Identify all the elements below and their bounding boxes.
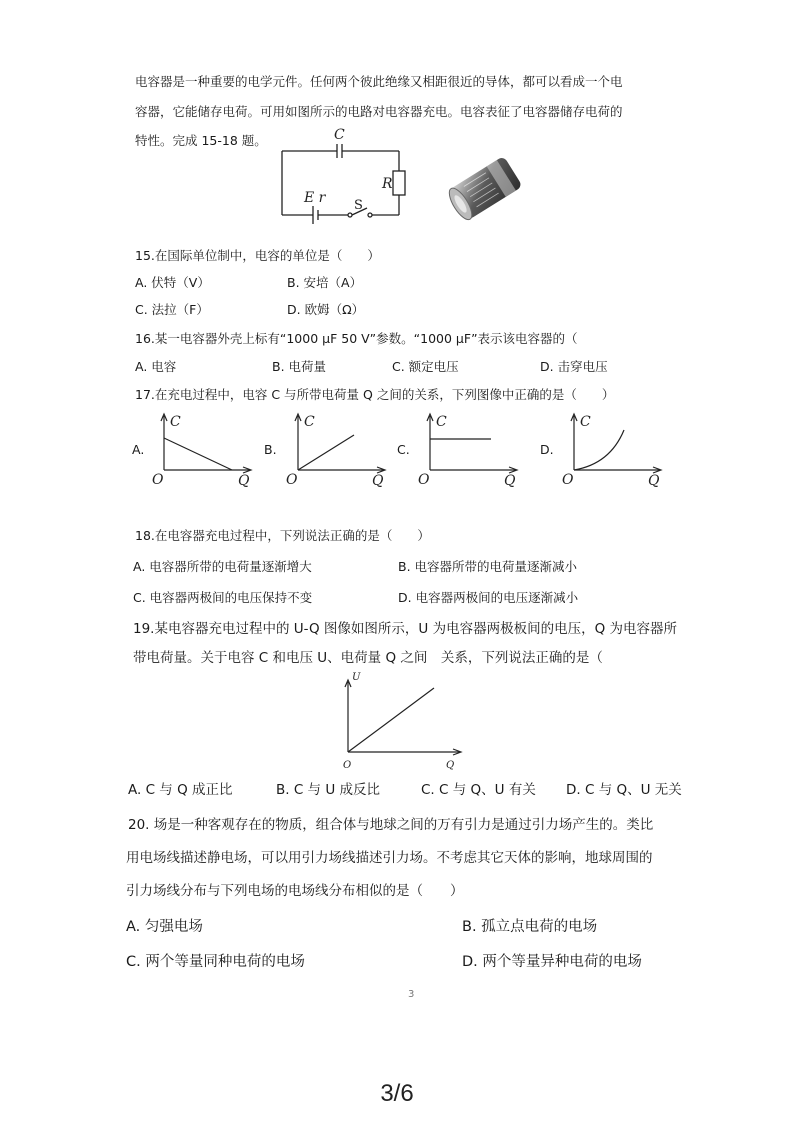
q18-stem: 18.在电容器充电过程中，下列说法正确的是（ ） xyxy=(135,528,430,543)
circuit-diagram xyxy=(270,125,420,225)
q17-graph-b-x-label: Q xyxy=(372,473,384,488)
intro-line-3: 特性。完成 15-18 题。 xyxy=(135,133,267,148)
intro-line-1: 电容器是一种重要的电学元件。任何两个彼此绝缘又相距很近的导体，都可以看成一个电 xyxy=(135,74,623,89)
q19-graph-origin: O xyxy=(343,760,352,771)
q19-option-a: A. C 与 Q 成正比 xyxy=(128,782,233,798)
q15-option-c: C. 法拉（F） xyxy=(135,302,209,317)
q16-option-d: D. 击穿电压 xyxy=(540,359,608,374)
q20-line-1: 20. 场是一种客观存在的物质，组合体与地球之间的万有引力是通过引力场产生的。类比 xyxy=(128,817,654,833)
q18-option-d: D. 电容器两极间的电压逐渐减小 xyxy=(398,590,579,605)
q15-stem: 15.在国际单位制中，电容的单位是（ ） xyxy=(135,248,380,263)
q19-option-b: B. C 与 U 成反比 xyxy=(276,782,381,798)
q17-graph-b-label: B. xyxy=(264,442,277,457)
q19-option-c: C. C 与 Q、U 有关 xyxy=(421,782,536,798)
q17-graph-d-origin: O xyxy=(562,472,574,488)
q17-graph-a xyxy=(150,408,260,488)
q20-line-2: 用电场线描述静电场，可以用引力场线描述引力场。不考虑其它天体的影响，地球周围的 xyxy=(126,850,653,866)
q20-line-3: 引力场线分布与下列电场的电场线分布相似的是（ ） xyxy=(126,883,464,899)
q17-graph-a-y-label: C xyxy=(170,414,181,430)
q20-option-d: D. 两个等量异种电荷的电场 xyxy=(462,954,642,970)
page-indicator: 3/6 xyxy=(380,1080,414,1107)
q18-option-a: A. 电容器所带的电荷量逐渐增大 xyxy=(133,559,312,574)
q20-option-b: B. 孤立点电荷的电场 xyxy=(462,919,598,935)
q18-option-c: C. 电容器两极间的电压保持不变 xyxy=(133,590,313,605)
q19-line-2: 带电荷量。关于电容 C 和电压 U、电荷量 Q 之间 关系，下列说法正确的是（ xyxy=(133,650,603,666)
q16-option-a: A. 电容 xyxy=(135,359,177,374)
q17-graph-b xyxy=(284,408,394,488)
page-mark: 3 xyxy=(408,989,415,1000)
circuit-label-r: R xyxy=(382,176,393,192)
q16-stem: 16.某一电容器外壳上标有“1000 μF 50 V”参数。“1000 μF”表示该电容器的（ xyxy=(135,331,578,346)
q19-graph-y-label: U xyxy=(352,672,361,683)
q15-option-d: D. 欧姆（Ω） xyxy=(287,302,365,317)
q17-graph-a-label: A. xyxy=(132,442,145,457)
circuit-label-s: S xyxy=(354,198,363,213)
q15-option-a: A. 伏特（V） xyxy=(135,275,210,290)
q17-graph-d-label: D. xyxy=(540,442,554,457)
q17-graph-d-x-label: Q xyxy=(648,473,660,488)
intro-line-2: 容器，它能储存电荷。可用如图所示的电路对电容器充电。电容表征了电容器储存电荷的 xyxy=(135,104,623,119)
q20-option-a: A. 匀强电场 xyxy=(126,919,203,935)
q17-graph-c-origin: O xyxy=(418,472,430,488)
q17-graph-c-label: C. xyxy=(397,442,410,457)
q17-graph-a-origin: O xyxy=(152,472,164,488)
q20-option-c: C. 两个等量同种电荷的电场 xyxy=(126,954,305,970)
q17-graph-d xyxy=(560,408,670,488)
q19-graph xyxy=(336,668,470,772)
q16-option-b: B. 电荷量 xyxy=(272,359,327,374)
q17-graph-c xyxy=(416,408,526,488)
circuit-label-c: C xyxy=(334,127,345,143)
circuit-label-er: E r xyxy=(304,190,326,206)
capacitor-image xyxy=(446,148,526,228)
q17-graph-a-x-label: Q xyxy=(238,473,250,488)
q17-graph-c-x-label: Q xyxy=(504,473,516,488)
q19-line-1: 19.某电容器充电过程中的 U-Q 图像如图所示，U 为电容器两极板间的电压，Q 为电容器所 xyxy=(133,621,678,637)
q17-graph-b-origin: O xyxy=(286,472,298,488)
q18-option-b: B. 电容器所带的电荷量逐渐减小 xyxy=(398,559,578,574)
q17-graph-b-y-label: C xyxy=(304,414,315,430)
q19-graph-x-label: Q xyxy=(446,760,455,771)
q17-stem: 17.在充电过程中，电容 C 与所带电荷量 Q 之间的关系，下列图像中正确的是（ ） xyxy=(135,387,615,402)
q19-option-d: D. C 与 Q、U 无关 xyxy=(566,782,682,798)
q16-option-c: C. 额定电压 xyxy=(392,359,459,374)
q15-option-b: B. 安培（A） xyxy=(287,275,363,290)
q17-graph-d-y-label: C xyxy=(580,414,591,430)
q17-graph-c-y-label: C xyxy=(436,414,447,430)
